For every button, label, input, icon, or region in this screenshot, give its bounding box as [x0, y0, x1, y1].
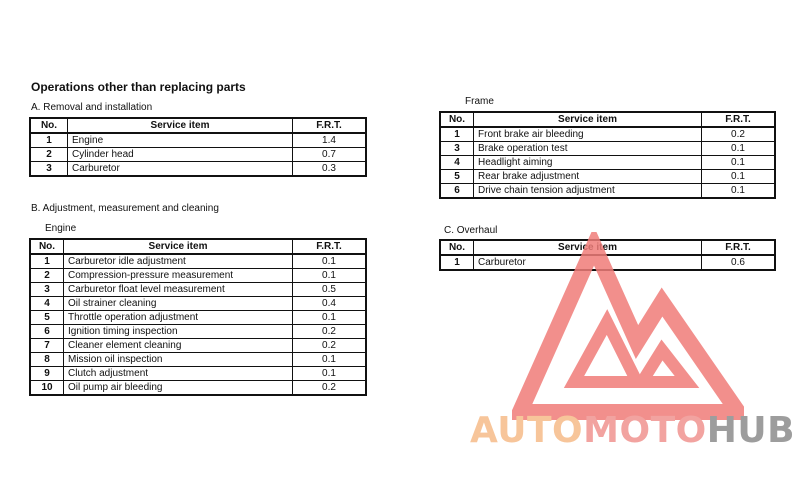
- row-number: 1: [440, 127, 474, 142]
- row-number: 9: [30, 367, 64, 381]
- table-row: [30, 162, 366, 177]
- service-item: Clutch adjustment: [64, 367, 293, 381]
- section-b-label: B. Adjustment, measurement and cleaning: [31, 203, 219, 214]
- table-row: [30, 339, 366, 353]
- table-row: [30, 133, 366, 148]
- table-row: [440, 156, 775, 170]
- automotohub-watermark: [470, 410, 795, 451]
- column-header: No.: [30, 239, 64, 254]
- frt-value: 0.7: [293, 148, 367, 162]
- table-row: [440, 170, 775, 184]
- service-item: Compression-pressure measurement: [64, 269, 293, 283]
- frame-table: [439, 111, 776, 199]
- row-number: 1: [30, 133, 68, 148]
- frt-value: 0.1: [702, 184, 776, 199]
- frt-value: 0.1: [293, 254, 367, 269]
- table-header-row: [30, 239, 366, 254]
- engine-table: [29, 238, 367, 396]
- row-number: 1: [30, 254, 64, 269]
- column-header: F.R.T.: [702, 112, 776, 127]
- table-row: [30, 269, 366, 283]
- frt-value: 0.2: [293, 325, 367, 339]
- frt-value: 0.1: [702, 142, 776, 156]
- table-row: [30, 367, 366, 381]
- service-item: Oil pump air bleeding: [64, 381, 293, 396]
- section-c-label: C. Overhaul: [444, 225, 498, 236]
- frame-label: Frame: [465, 96, 494, 107]
- service-item: Headlight aiming: [474, 156, 702, 170]
- service-item: Throttle operation adjustment: [64, 311, 293, 325]
- service-item: Cleaner element cleaning: [64, 339, 293, 353]
- frt-value: 0.1: [702, 170, 776, 184]
- service-item: Carburetor: [474, 255, 702, 270]
- frt-value: 0.1: [293, 269, 367, 283]
- service-item: Front brake air bleeding: [474, 127, 702, 142]
- table-row: [30, 311, 366, 325]
- frt-value: 0.6: [702, 255, 776, 270]
- automotohub-logo-icon: [512, 232, 744, 422]
- service-item: Drive chain tension adjustment: [474, 184, 702, 199]
- row-number: 2: [30, 269, 64, 283]
- frt-value: 0.1: [293, 367, 367, 381]
- column-header: F.R.T.: [293, 118, 367, 133]
- row-number: 4: [30, 297, 64, 311]
- watermark-auto: AUTO: [470, 410, 584, 451]
- service-item: Rear brake adjustment: [474, 170, 702, 184]
- column-header: Service item: [68, 118, 293, 133]
- row-number: 1: [440, 255, 474, 270]
- table-row: [440, 142, 775, 156]
- frt-value: 0.2: [702, 127, 776, 142]
- service-item: Cylinder head: [68, 148, 293, 162]
- service-item: Engine: [68, 133, 293, 148]
- frt-value: 0.3: [293, 162, 367, 177]
- table-row: [30, 325, 366, 339]
- page-heading: Operations other than replacing parts: [31, 80, 246, 94]
- frt-value: 0.2: [293, 339, 367, 353]
- service-item: Carburetor idle adjustment: [64, 254, 293, 269]
- table-row: [30, 381, 366, 396]
- service-item: Ignition timing inspection: [64, 325, 293, 339]
- row-number: 3: [30, 162, 68, 177]
- service-item: Oil strainer cleaning: [64, 297, 293, 311]
- service-item: Brake operation test: [474, 142, 702, 156]
- engine-label: Engine: [45, 223, 77, 234]
- column-header: Service item: [474, 112, 702, 127]
- row-number: 7: [30, 339, 64, 353]
- table-row: [30, 297, 366, 311]
- table-header-row: [30, 118, 366, 133]
- removal-installation-table: [29, 117, 367, 177]
- frt-value: 0.4: [293, 297, 367, 311]
- column-header: Service item: [474, 240, 702, 255]
- table-row: [30, 353, 366, 367]
- table-row: [30, 148, 366, 162]
- row-number: 5: [30, 311, 64, 325]
- row-number: 10: [30, 381, 64, 396]
- column-header: F.R.T.: [702, 240, 776, 255]
- section-a-label: A. Removal and installation: [31, 102, 153, 113]
- row-number: 2: [30, 148, 68, 162]
- service-item: Carburetor float level measurement: [64, 283, 293, 297]
- watermark-moto: MOTO: [583, 410, 707, 451]
- watermark-hub: HUB: [706, 410, 796, 451]
- frt-value: 0.1: [702, 156, 776, 170]
- column-header: No.: [440, 112, 474, 127]
- table-row: [440, 184, 775, 199]
- frt-value: 0.2: [293, 381, 367, 396]
- table-header-row: [440, 112, 775, 127]
- table-row: [440, 127, 775, 142]
- column-header: No.: [30, 118, 68, 133]
- column-header: F.R.T.: [293, 239, 367, 254]
- column-header: Service item: [64, 239, 293, 254]
- frt-value: 0.1: [293, 311, 367, 325]
- table-row: [30, 283, 366, 297]
- column-header: No.: [440, 240, 474, 255]
- row-number: 6: [30, 325, 64, 339]
- row-number: 3: [30, 283, 64, 297]
- row-number: 4: [440, 156, 474, 170]
- service-item: Carburetor: [68, 162, 293, 177]
- service-item: Mission oil inspection: [64, 353, 293, 367]
- frt-value: 0.1: [293, 353, 367, 367]
- row-number: 8: [30, 353, 64, 367]
- row-number: 6: [440, 184, 474, 199]
- frt-value: 0.5: [293, 283, 367, 297]
- row-number: 3: [440, 142, 474, 156]
- frt-value: 1.4: [293, 133, 367, 148]
- row-number: 5: [440, 170, 474, 184]
- table-row: [30, 254, 366, 269]
